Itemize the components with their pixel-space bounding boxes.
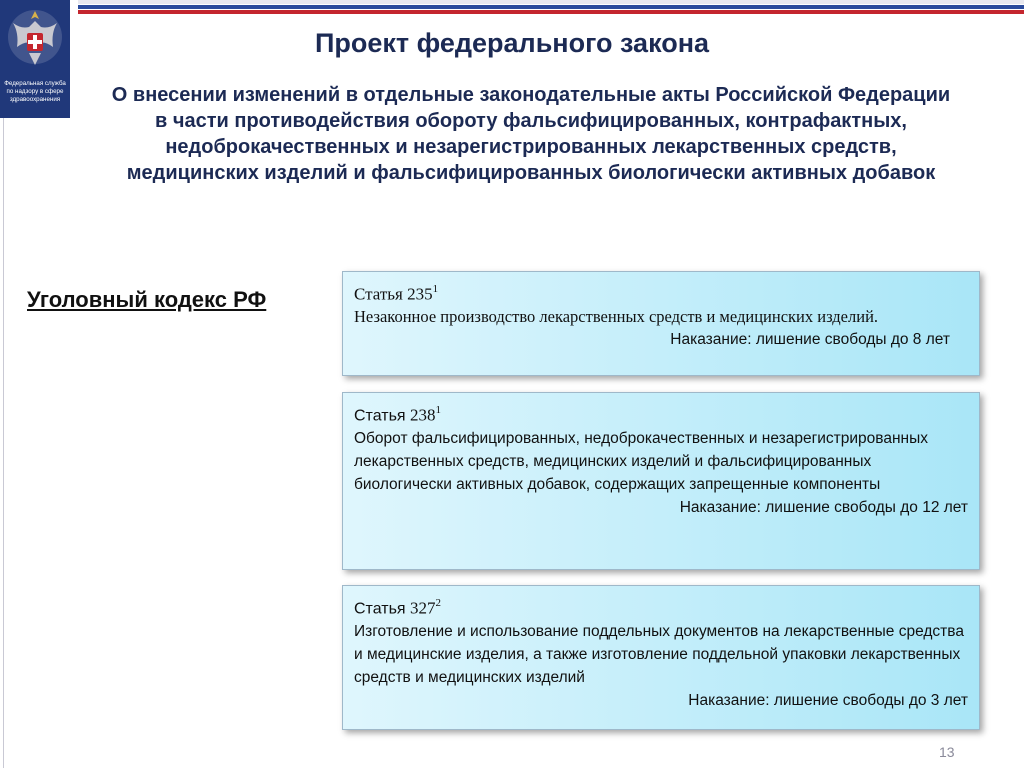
article-title-prefix: Статья bbox=[354, 600, 411, 618]
article-penalty: Наказание: лишение свободы до 3 лет bbox=[688, 692, 968, 710]
article-superscript: 1 bbox=[435, 404, 442, 416]
page-number: 13 bbox=[939, 744, 955, 760]
article-description: Изготовление и использование поддельных документов на лекарственные средства и медицинские изделия, а также изготовление поддельной упаковки лекарственных средств и медицинских изделий bbox=[354, 623, 964, 687]
flag-stripe-blue bbox=[78, 5, 1024, 9]
article-card-327 bbox=[342, 585, 980, 730]
article-penalty: Наказание: лишение свободы до 8 лет bbox=[670, 330, 950, 348]
agency-name-line-1: Федеральная служба bbox=[4, 80, 66, 87]
article-description: Незаконное производство лекарственных средств и медицинских изделий. bbox=[354, 306, 879, 326]
article-superscript: 2 bbox=[435, 597, 442, 609]
article-title bbox=[354, 593, 968, 620]
article-penalty: Наказание: лишение свободы до 12 лет bbox=[679, 499, 968, 517]
criminal-code-label: Уголовный кодекс РФ bbox=[27, 287, 267, 312]
agency-logo bbox=[0, 0, 70, 118]
article-title bbox=[354, 279, 968, 306]
article-description: Оборот фальсифицированных, недоброкачественных и незарегистрированных лекарственных средств, медицинских изделий и фальсифицированных биологически активных добавок, содержащих запрещенные компоненты bbox=[354, 430, 928, 494]
article-title bbox=[354, 400, 968, 427]
article-superscript: 1 bbox=[432, 283, 439, 295]
article-title-number: 238 bbox=[410, 405, 436, 425]
flag-stripes bbox=[78, 0, 1024, 14]
article-title-number: 327 bbox=[410, 598, 436, 618]
flag-stripe-white bbox=[78, 0, 1024, 4]
agency-name bbox=[0, 80, 70, 104]
page-title: Проект федерального закона bbox=[314, 28, 710, 58]
left-divider bbox=[3, 118, 4, 768]
agency-name-line-3: здравоохранения bbox=[9, 96, 61, 103]
article-card-235 bbox=[342, 271, 980, 376]
page-subtitle: О внесении изменений в отдельные законодательные акты Российской Федерации в части противодействия обороту фальсифицированных, контрафактных, недоброкачественных и незарегистрированных лекарственных средств, медицинских изделий и фальсифицированных биологически активных добавок bbox=[111, 84, 951, 184]
article-title-text: Статья 235 bbox=[354, 284, 433, 304]
agency-name-line-2: по надзору в сфере bbox=[6, 88, 64, 95]
article-card-238 bbox=[342, 392, 980, 570]
article-title-prefix: Статья bbox=[354, 407, 411, 425]
flag-stripe-red bbox=[78, 10, 1024, 14]
